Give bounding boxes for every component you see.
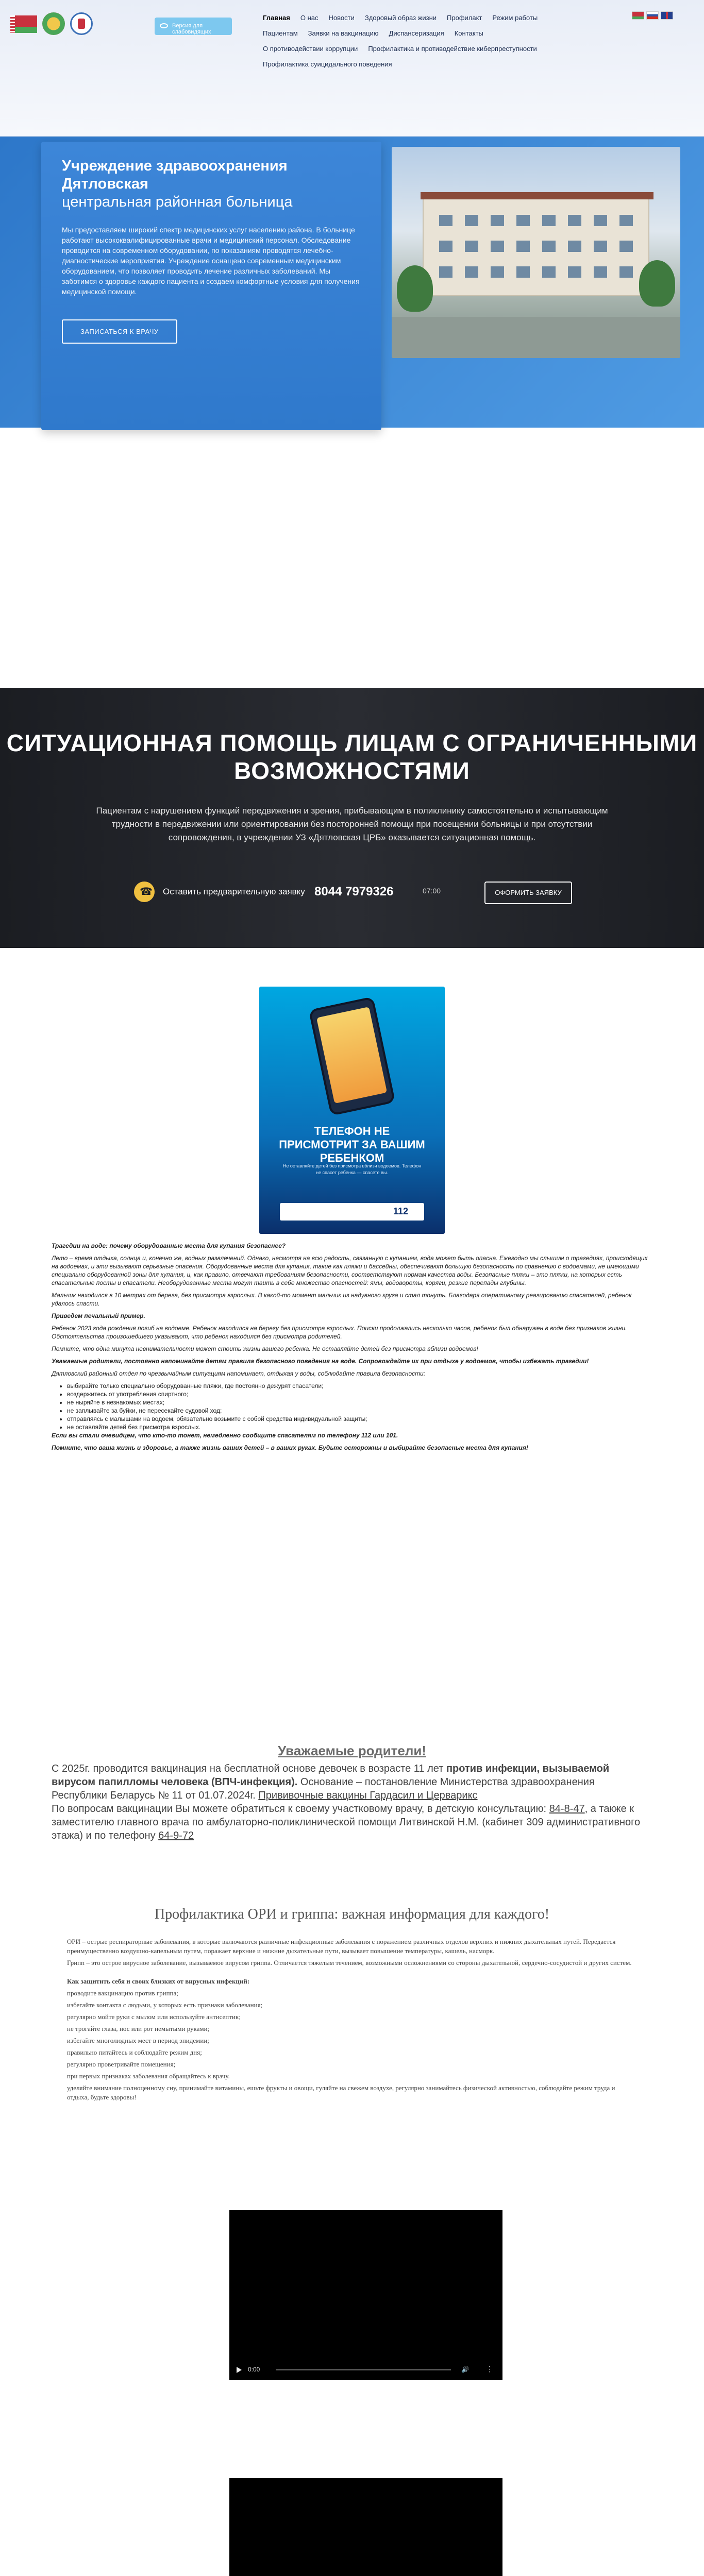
site-header — [0, 0, 704, 137]
emergency-number: 112 — [393, 1206, 409, 1216]
hospital-building-photo — [392, 147, 680, 358]
vaccination-text: С 2025г. проводится вакцинация на бесплатной основе девочек в возрасте 11 лет против инфекции, вызываемой вирусом папилломы человека (ВПЧ-инфекция). Основание – постановление Министерства здравоохранения Республики Беларусь № 11 от 01.07.2024г. Прививочные вакцины Гардасил и Церварикс По вопросам вакцинации Вы можете обратиться к своему участковому врачу, в детскую консультацию: 84-8-47, а также к заместителю главного врача по амбулаторно-поликлинической помощи Литвинской Н.М. (кабинет 309 административного этажа) и по телефону 64-9-72 — [52, 1763, 641, 1841]
vaccination-title: Уважаемые родители! — [278, 1743, 426, 1758]
list-item: избегайте многолюдных мест в период эпидемии; — [67, 2037, 209, 2044]
state-emblem-logo[interactable] — [42, 12, 65, 35]
list-item: при первых признаках заболевания обращайтесь к врачу. — [67, 2072, 230, 2080]
assistance-title: СИТУАЦИОННАЯ ПОМОЩЬ ЛИЦАМ С ОГРАНИЧЕННЫМИ ВОЗМОЖНОСТЯМИ — [6, 730, 698, 784]
safety-rules-list — [67, 1382, 652, 1431]
video-player[interactable] — [229, 2478, 502, 2576]
list-item: • не оставляйте детей без присмотра взрослых. — [67, 1423, 652, 1431]
more-options-icon[interactable]: ⋮ — [486, 2365, 493, 2373]
hospital-logo[interactable] — [70, 12, 93, 35]
flu-text: ОРИ – острые респираторные заболевания, в которые включаются различные инфекционные заболевания с поражением различных отделов верхних и нижних дыхательных путей. Передается преимущественно воздушно-капельным путем, поражает верхние и нижние дыхательные пути, вызывает повышение температуры, кашель, насморк. Грипп – это острое вирусное заболевание, вызываемое вирусом гриппа. Отличается тяжелым течением, возможными осложнениями со стороны дыхательной, сердечно-сосудистой и других систем. Как защитить себя и своих близких от вирусных инфекций: проводите вакцинацию против гриппа; избегайте контакта с людьми, у которых есть признаки заболевания; регулярно мойте руки с мылом или используйте антисептик; не трогайте глаза, нос или рот немытыми руками; избегайте многолюдных мест в период эпидемии; правильно питайтесь и соблюдайте режим дня; регулярно проветривайте помещения; при первых признаках заболевания обращайтесь к врачу. уделяйте внимание полноценному сну, принимайте витамины, ешьте фрукты и овощи, гуляйте на свежем воздухе, регулярно занимайтесь физической активностью, соблюдайте режим труда и отдыха, будьте здоровы! — [67, 1937, 637, 2105]
submit-request-button[interactable]: ОФОРМИТЬ ЗАЯВКУ — [484, 882, 572, 904]
list-item: • не ныряйте в незнакомых местах; — [67, 1398, 652, 1406]
main-navigation — [263, 10, 624, 72]
list-item: избегайте контакта с людьми, у которых есть признаки заболевания; — [67, 2001, 263, 2009]
video-progress-bar[interactable] — [276, 2369, 451, 2370]
list-item: правильно питайтесь и соблюдайте режим дня; — [67, 2048, 202, 2056]
list-item: • выбирайте только специально оборудованные пляжи, где постоянно дежурят спасатели; — [67, 1382, 652, 1390]
nav-item-home[interactable]: Главная — [263, 14, 290, 22]
nav-item-contacts[interactable]: Контакты — [454, 29, 483, 37]
list-item: • воздержитесь от употребления спиртного; — [67, 1390, 652, 1398]
flu-title: Профилактика ОРИ и гриппа: важная информация для каждого! — [154, 1906, 550, 1922]
list-item: проводите вакцинацию против гриппа; — [67, 1989, 178, 1997]
eye-icon — [160, 23, 168, 28]
nav-item-anti-corruption[interactable]: О противодействии коррупции — [263, 45, 358, 53]
low-vision-version-button[interactable]: Версия для слабовидящих — [155, 18, 232, 35]
hero-card — [41, 142, 381, 430]
phone-link[interactable]: 64-9-72 — [158, 1830, 194, 1841]
hero-text: Мы предоставляем широкий спектр медицинских услуг населению района. В больнице работают высококвалифицированные врачи и медицинский персонал. Обследование проводится на современном оборудовании, по показаниям проводятся лечебно-диагностические мероприятия. Учреждение оснащено современным медицинским оборудованием, что позволяет проводить лечение различных заболеваний. Мы заботимся о здоровье каждого пациента и создаем комфортные условия для получения медицинской помощи. — [62, 226, 360, 296]
list-item: не трогайте глаза, нос или рот немытыми руками; — [67, 2025, 210, 2032]
list-item: • не заплывайте за буйки, не пересекайте судовой ход; — [67, 1406, 652, 1415]
phone-link[interactable]: 84-8-47 — [549, 1803, 585, 1815]
nav-item-schedule[interactable]: Режим работы — [492, 14, 538, 22]
video-player[interactable]: 0:00 🔊 ⋮ — [229, 2210, 502, 2380]
list-item: регулярно мойте руки с мылом или используйте антисептик; — [67, 2013, 241, 2021]
nav-item-news[interactable]: Новости — [328, 14, 355, 22]
language-switcher — [632, 11, 673, 20]
water-safety-article: Трагедии на воде: почему оборудованные места для купания безопаснее? Лето – время отдыха, солнца и, конечно же, водных развлечений. Однако, несмотря на всю радость, связанную с купанием, вода может быть опасна. Ежегодно мы слышим о трагедиях, происходящих на водоемах, и эти вызывают серьезные опасения. Оборудованные места для купания, такие как пляжи и бассейны, обеспечивают большую безопасность по сравнению с водоемами, не имеющими специально оборудованной зоны для купания, и, как правило, отвечают требованиям безопасности, соответствуют нормам качества воды. Безопасные пляжи – это пляжи, на которых есть спасательные посты и спасатели. Необорудованные места могут таить в себе множество опасностей: ямы, водовороты, коряги, резкие перепады глубины. Мальчик находился в 10 метрах от берега, без присмотра взрослых. В какой-то момент мальчик из надувного круга и стал тонуть. Благодаря оперативному реагированию спасателей, ребенок удалось спасти. Приведем печальный пример. Ребенок 2023 года рождения погиб на водоеме. Ребенок находился на берегу без присмотра взрослых. Поиски продолжались несколько часов, ребенок был обнаружен в воде без признаков жизни. Обстоятельства произошедшего указывают, что ребенок находился без присмотра родителей. Помните, что одна минута невнимательности может стоить жизни вашего ребенка. Не оставляйте детей без присмотра вблизи водоемов! Уважаемые родители, постоянно напоминайте детям правила безопасного поведения на воде. Сопровождайте их при отдыхе у водоемов, чтобы избежать трагедии! Дятловский районный отдел по чрезвычайным ситуациям напоминает, отдыхая у воды, соблюдайте правила безопасности: • выбирайте только специально оборудованные пляжи, где постоянно дежурят спасатели; • воздержитесь от употребления спиртного; • не ныряйте в незнакомых местах; • не заплывайте за буйки, не пересекайте судовой ход; • отправляясь с малышами на водоем, обязательно возьмите с собой средства индивидуальной защиты; • не оставляйте детей без присмотра взрослых. Если вы стали очевидцем, что кто-то тонет, немедленно сообщите спасателям по телефону 112 или 101. Помните, что ваша жизнь и здоровье, а также жизнь ваших детей – в ваших руках. Будьте осторожны и выбирайте безопасные места для купания! — [52, 1242, 652, 1456]
play-icon[interactable] — [237, 2367, 242, 2373]
language-by-flag[interactable] — [632, 11, 644, 20]
nav-item-prevention[interactable]: Профилакт — [447, 14, 482, 22]
volume-icon[interactable]: 🔊 — [461, 2366, 469, 2373]
belarus-flag-logo[interactable] — [10, 15, 37, 33]
nav-item-cybercrime[interactable]: Профилактика и противодействие киберпреступности — [368, 45, 537, 53]
smartphone-icon — [309, 996, 396, 1116]
assistance-text: Пациентам с нарушением функций передвижения и зрения, прибывающим в поликлинику самостоятельно и испытывающим трудности в передвижении или ориентировании без посторонней помощи при посещении больницы и при отсутствии сопровождения, в учреждении УЗ «Дятловская ЦРБ» оказывается ситуационная помощь. — [96, 806, 608, 842]
assistance-phone[interactable]: 8044 7979326 — [314, 885, 394, 899]
situational-assistance-section — [0, 688, 704, 948]
nav-item-vaccination-requests[interactable]: Заявки на вакцинацию — [308, 29, 379, 37]
nav-item-patients[interactable]: Пациентам — [263, 29, 298, 37]
child-safety-poster: ТЕЛЕФОН НЕ ПРИСМОТРИТ ЗА ВАШИМ РЕБЕНКОМ Не оставляйте детей без присмотра вблизи водоемов. Телефон не спасет ребенка — спасете вы. 112 — [259, 987, 445, 1234]
phone-icon — [134, 882, 155, 902]
list-item: регулярно проветривайте помещения; — [67, 2060, 176, 2068]
hero-title: Учреждение здравоохранения Дятловская центральная районная больница — [62, 158, 293, 210]
appointment-button[interactable]: ЗАПИСАТЬСЯ К ВРАЧУ — [62, 319, 177, 344]
nav-item-healthy-lifestyle[interactable]: Здоровый образ жизни — [364, 14, 437, 22]
list-item: • отправляясь с малышами на водоем, обязательно возьмите с собой средства индивидуальной защиты; — [67, 1415, 652, 1423]
language-en-flag[interactable] — [661, 11, 673, 20]
nav-item-about[interactable]: О нас — [300, 14, 319, 22]
nav-item-suicide-prevention[interactable]: Профилактика суицидального поведения — [263, 60, 392, 68]
language-ru-flag[interactable] — [646, 11, 659, 20]
assistance-contact-row: ☎ Оставить предварительную заявку 8044 7979326 07:00 ОФОРМИТЬ ЗАЯВКУ — [134, 878, 570, 909]
vaccine-link[interactable]: Прививочные вакцины Гардасил и Церварикс — [258, 1790, 478, 1801]
nav-item-dispensary[interactable]: Диспансеризация — [389, 29, 444, 37]
